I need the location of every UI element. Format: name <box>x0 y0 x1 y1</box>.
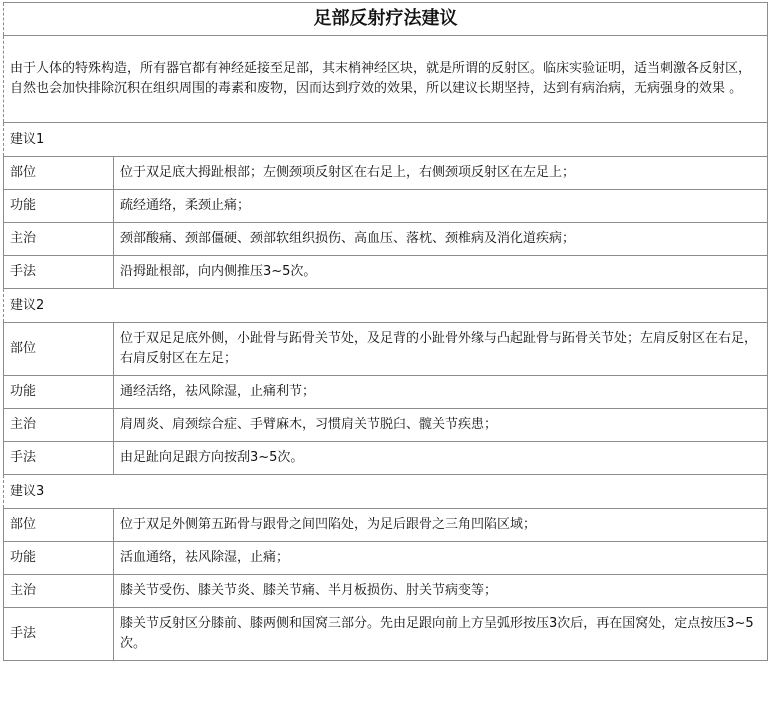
row-label: 部位 <box>4 509 114 542</box>
row-value: 肩周炎、肩颈综合症、手臂麻木，习惯肩关节脱臼、髋关节疾患； <box>114 409 768 442</box>
row-value: 位于双足外侧第五跖骨与跟骨之间凹陷处，为足后跟骨之三角凹陷区域； <box>114 509 768 542</box>
section-heading: 建议1 <box>4 123 768 157</box>
row-value: 由足趾向足跟方向按刮3~5次。 <box>114 442 768 475</box>
row-value: 疏经通络，柔颈止痛； <box>114 190 768 223</box>
row-value: 颈部酸痛、颈部僵硬、颈部软组织损伤、高血压、落枕、颈椎病及消化道疾病； <box>114 223 768 256</box>
page-title: 足部反射疗法建议 <box>4 3 768 36</box>
row-value: 位于双足足底外侧，小趾骨与跖骨关节处，及足背的小趾骨外缘与凸起趾骨与跖骨关节处；左肩反射区在右足，右肩反射区在左足； <box>114 323 768 376</box>
row-label: 功能 <box>4 542 114 575</box>
section-heading: 建议2 <box>4 289 768 323</box>
row-value: 位于双足底大拇趾根部；左侧颈项反射区在右足上，右侧颈项反射区在左足上； <box>114 157 768 190</box>
row-value: 膝关节受伤、膝关节炎、膝关节痛、半月板损伤、肘关节病变等； <box>114 575 768 608</box>
section-heading: 建议3 <box>4 475 768 509</box>
intro-paragraph: 由于人体的特殊构造，所有器官都有神经延接至足部，其末梢神经区块，就是所谓的反射区。临床实验证明，适当刺激各反射区，自然也会加快排除沉积在组织周围的毒素和废物，因而达到疗效的效果，所以建议长期坚持，达到有病治病，无病强身的效果 。 <box>4 36 768 123</box>
row-value: 膝关节反射区分膝前、膝两侧和国窝三部分。先由足跟向前上方呈弧形按压3次后，再在国窝处，定点按压3~5次。 <box>114 608 768 661</box>
row-value: 活血通络，祛风除湿，止痛； <box>114 542 768 575</box>
row-value: 沿拇趾根部，向内侧推压3~5次。 <box>114 256 768 289</box>
row-label: 主治 <box>4 223 114 256</box>
row-label: 主治 <box>4 409 114 442</box>
row-label: 功能 <box>4 376 114 409</box>
row-label: 手法 <box>4 442 114 475</box>
row-label: 手法 <box>4 256 114 289</box>
row-label: 手法 <box>4 608 114 661</box>
reflexology-table <box>3 2 768 661</box>
row-label: 功能 <box>4 190 114 223</box>
row-value: 通经活络，祛风除湿，止痛利节； <box>114 376 768 409</box>
row-label: 主治 <box>4 575 114 608</box>
row-label: 部位 <box>4 157 114 190</box>
row-label: 部位 <box>4 323 114 376</box>
